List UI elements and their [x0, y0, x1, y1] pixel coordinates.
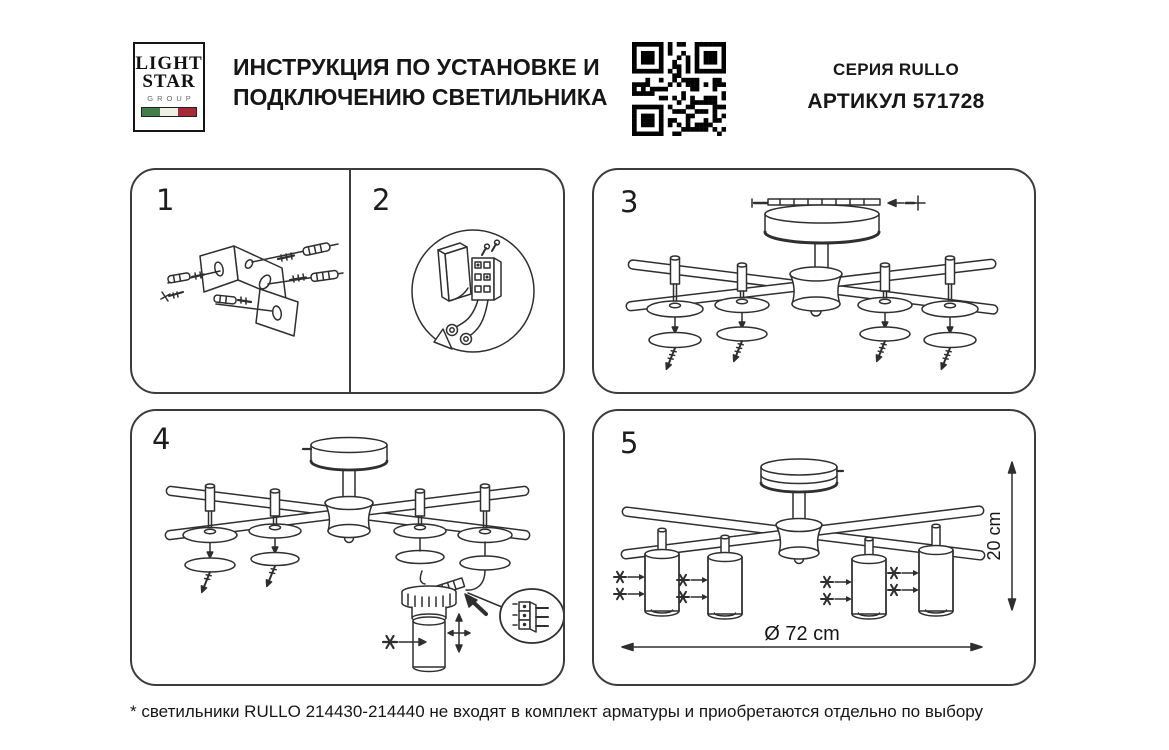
logo-word-light: LIGHT — [135, 53, 203, 74]
panel-steps-1-2 — [130, 168, 565, 394]
step-4-number: 4 — [152, 422, 171, 456]
qr-code-icon — [632, 42, 726, 136]
terminal-magnifier — [500, 589, 563, 643]
central-hub — [325, 497, 373, 543]
italian-flag-bar — [141, 107, 197, 117]
screw-icon — [161, 292, 183, 301]
lightstar-logo — [133, 42, 205, 132]
diameter-dimension — [622, 623, 982, 651]
adjust-arrows-icon — [448, 614, 470, 652]
lamp-shade — [919, 524, 953, 616]
junction-box — [438, 243, 471, 301]
asterisk-icon — [383, 636, 397, 648]
diameter-dimension-label: Ø 72 cm — [764, 623, 840, 645]
height-dimension-label: 20 cm — [984, 511, 1004, 561]
series-label: СЕРИЯ RULLO — [833, 60, 959, 79]
wiring-detail-diagram — [350, 170, 567, 392]
bracket-plates — [200, 246, 298, 336]
step-1-number: 1 — [156, 183, 175, 217]
qr-code-image — [632, 42, 726, 136]
screw-dowel-upper-right — [252, 242, 338, 262]
title-line-1: ИНСТРУКЦИЯ ПО УСТАНОВКЕ И — [233, 54, 600, 80]
wires — [434, 300, 488, 349]
logo-word-star: STAR — [142, 71, 196, 92]
logo-word-group: GROUP — [147, 94, 195, 103]
canopy — [303, 438, 387, 471]
canopy — [761, 459, 843, 492]
canopy — [765, 205, 879, 243]
assembled-chandelier-diagram — [594, 411, 1034, 684]
product-info — [796, 60, 996, 114]
step-3-number: 3 — [620, 185, 639, 219]
lamp-shade — [852, 537, 886, 619]
mounting-bracket-diagram — [132, 170, 349, 392]
panel-step-5 — [592, 409, 1036, 686]
panel-step-3 — [592, 168, 1036, 394]
step-5-number: 5 — [620, 426, 639, 460]
chandelier-frame-diagram — [594, 170, 1034, 392]
panel-step-4 — [130, 409, 565, 686]
spot-lamp — [402, 586, 456, 672]
terminal-block — [472, 240, 501, 300]
page-title — [233, 52, 607, 112]
article-label: АРТИКУЛ 571728 — [807, 90, 985, 113]
central-hub — [776, 519, 822, 564]
lamp-shade — [645, 528, 679, 616]
central-hub — [790, 267, 842, 316]
title-line-2: ПОДКЛЮЧЕНИЮ СВЕТИЛЬНИКА — [233, 84, 608, 110]
height-dimension — [984, 462, 1016, 610]
footnote: * светильники RULLO 214430-214440 не входят в комплект арматуры и приобретаются отдельно по выбору — [130, 702, 984, 721]
lamp-connection-diagram — [132, 411, 563, 684]
step-2-number: 2 — [372, 183, 391, 217]
